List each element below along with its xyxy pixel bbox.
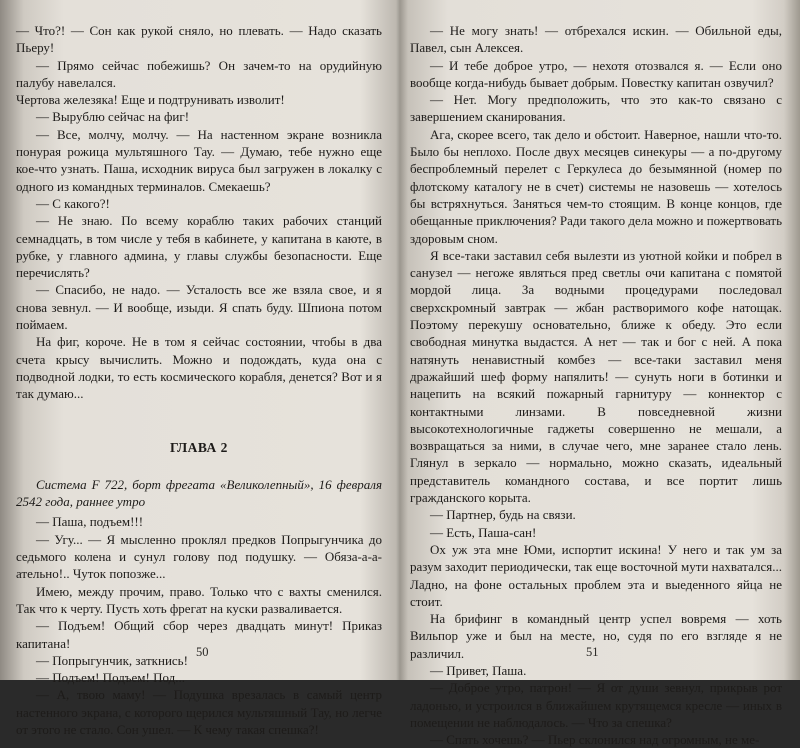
paragraph: Ага, скорее всего, так дело и обстоит. Наверное, нашли что-то. Было бы неплохо. После двух месяцев синекуры — а по-другому беспроблемный перелет с Геркулеса до безымянной (номер по флотскому каталогу не в счет) системы не назовешь — хотелось бы встряхнуться. Заняться чем-то стоящим. В конце концов, где обещанные приключения? Ради такого дела можно и пожертвовать здоровым сном. (410, 126, 782, 246)
right-page (410, 22, 782, 748)
paragraph: Я все-таки заставил себя вылезти из уютной койки и побрел в санузел — негоже являться пред светлы очи капитана с помятой мордой лица. За водными процедурами последовал сверхскромный завтрак — жбан растворимого кофе натощак. Поэтому перекушу основательно, ближе к обеду. Это если свободная минутка выдастся. А нет — так и бог с ней. А пока натянуть ненавистный комбез — все-таки заставил меня дражайший шеф форму напялить! — сунуть ноги в ботинки и нацепить на всякий пожарный гарнитуру — коннектор с контактными линзами. В повседневной жизни высокотехнологичные гаджеты совершенно не мешали, а возвращаться за ними, в случае чего, мне заранее стало лень. Глянул в зеркало — нормально, можно сказать, идеальный представитель командного состава, и все портит лишь гражданского корыта. (410, 247, 782, 506)
paragraph: — А, твою маму! — Подушка врезалась в самый центр настенного экрана, с которого щерился мультяшный Тау, но легче от этого не стало. Сон ушел. — К чему такая спешка?! (16, 687, 382, 737)
left-top-text (16, 22, 382, 403)
paragraph: — Все, молчу, молчу. — На настенном экране возникла понурая рожица мультяшного Тау. — Думаю, тебе нужно еще кое-что узнать. Паша, исходник вируса был загружен в локалку с одного из командных терминалов. Смекаешь? (16, 126, 382, 194)
epigraph: Система F 722, борт фрегата «Великолепный», 16 февраля 2542 года, раннее утро (16, 476, 382, 510)
paragraph: Чертова железяка! Еще и подтрунивать изволит! (16, 92, 285, 108)
paragraph: — Привет, Паша. (430, 662, 527, 678)
paragraph: — Вырублю сейчас на фиг! (36, 109, 190, 125)
paragraph: — Спасибо, не надо. — Усталость все же взяла свое, и я снова зевнул. — И вообще, изыди. Я спать буду. Шпиона потом поймаем. (16, 282, 382, 333)
left-page (16, 22, 382, 737)
page-number-left: 50 (196, 645, 209, 659)
paragraph: — Паша, подъем!!! (36, 514, 144, 530)
paragraph: — Угу... — Я мысленно проклял предков Попрыгунчика до седьмого колена и сунул голову под подушку. — Обяза-а-а-ательно!.. Чуток попозже... (16, 531, 382, 582)
paragraph: — Прямо сейчас побежишь? Он зачем-то на орудийную палубу навелался. (16, 57, 382, 90)
paragraph: — Подъем! Подъем! Под... (36, 670, 185, 686)
paragraph: — С какого?! (36, 195, 110, 211)
paragraph: — Что?! — Сон как рукой сняло, но плевать. — Надо сказать Пьеру! (16, 23, 382, 56)
paragraph: Имею, между прочим, право. Только что с вахты сменился. Так что к черту. Пусть хоть фрегат на куски разваливается. (16, 583, 382, 616)
paragraph: — Партнер, будь на связи. (430, 507, 576, 523)
paragraph: — Спать хочешь? — Пьер склонился над огромным, не ме- (430, 732, 760, 748)
paragraph: — Нет. Могу предположить, что это как-то связано с завершением сканирования. (410, 92, 782, 125)
paragraph: — И тебе доброе утро, — нехотя отозвался я. — Если оно вообще когда-нибудь бывает добрым. Повестку капитан озвучил? (410, 57, 782, 90)
paragraph: На брифинг в командный центр успел вовремя — хоть Вильпор уже и был на месте, но, судя по его взгляде я не различил. (410, 611, 782, 661)
paragraph: — Не могу знать! — отбрехался искин. — Обильной еды, Павел, сын Алексея. (410, 23, 782, 56)
chapter-title: ГЛАВА 2 (170, 439, 228, 455)
paragraph: — Подъем! Общий сбор через двадцать минут! Приказ капитана! (16, 618, 382, 651)
paragraph: Ох уж эта мне Юми, испортит искина! У него и так ум за разум заходит периодически, так еще восточной мути нахватался... Ладно, на фоне остальных проблем эта и выеденного яйца не стоит. (410, 541, 782, 609)
paragraph: — Не знаю. По всему кораблю таких рабочих станций семнадцать, в том числе у тебя в кабинете, у капитана в каюте, в рубке, у главного админа, у главы службы безопасности. Еще перечислять? (16, 213, 382, 281)
page-number-right: 51 (586, 645, 599, 659)
paragraph: — Есть, Паша-сан! (430, 524, 537, 540)
left-bottom-text (16, 513, 382, 738)
paragraph: — Попрыгунчик, заткнись! (36, 652, 188, 668)
paragraph: — Доброе утро, патрон! — Я от души зевнул, прикрыв рот ладонью, и устроился в ближайшем крутящемся кресле — иных в помещении не наблюдалось. — Что за спешка? (410, 680, 782, 730)
paragraph: На фиг, короче. Не в том я сейчас состоянии, чтобы в два счета крысу вычислить. Можно и подождать, куда она с подводной лодки, то есть космического корабля, денется? Вот и я так думаю... (16, 334, 382, 402)
